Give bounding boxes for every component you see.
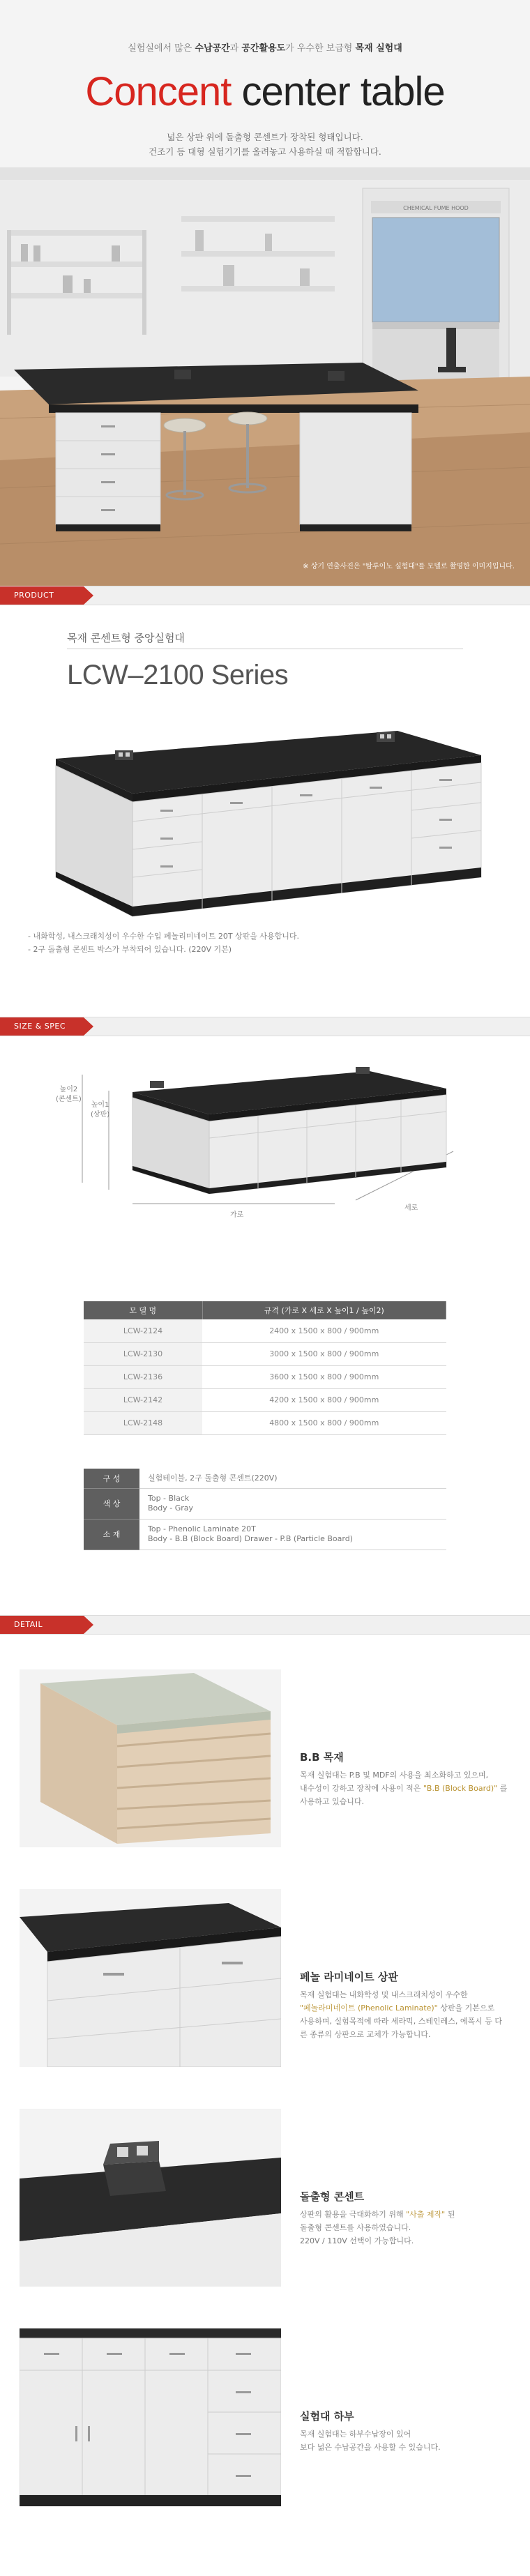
material-value: Top - Phenolic Laminate 20T Body - B.B (Block Board) Drawer - P.B (Particle Board) <box>139 1519 446 1550</box>
detail-title: B.B 목재 <box>300 1751 344 1764</box>
header-size: 규격 (가로 X 세로 X 높이1 / 높이2) <box>202 1301 446 1319</box>
material-label: 소 재 <box>84 1519 139 1550</box>
detail-item-phenolic-top <box>0 1868 530 2088</box>
detail-title: 실험대 하부 <box>300 2410 354 2423</box>
color-label: 색 상 <box>84 1488 139 1519</box>
detail-description: 목재 실험대는 내화학성 및 내스크래치성이 우수한 "페놀라미네이트 (Phenolic Laminate)" 상판을 기본으로 사용하며, 실험목적에 따라 세라믹, 스테인레스, 에폭시 등 다른 종류의 상판으로 교체가 가능합니다. <box>300 1990 502 2039</box>
model-spec-table <box>84 1301 446 1435</box>
comp-value: 실험테이블, 2구 돌출형 콘센트(220V) <box>139 1469 446 1488</box>
section-bar-spec <box>0 1017 530 1036</box>
phenolic-top-image <box>20 1889 281 2067</box>
hero-title: Concent center table <box>85 69 445 114</box>
product-name: LCW–2100 Series <box>67 660 289 690</box>
hero-copy <box>0 0 530 167</box>
spec-section <box>0 1036 530 1615</box>
dim-width-label: 가로 <box>230 1211 244 1219</box>
section-bar-detail <box>0 1615 530 1635</box>
table-row <box>84 1469 446 1488</box>
color-value: Top - Black Body - Gray <box>139 1488 446 1519</box>
dim-height2-label: 높이2 (콘센트) <box>56 1086 82 1103</box>
table-row <box>84 1488 446 1519</box>
product-section <box>0 605 530 1017</box>
lab-scene-image <box>0 167 530 586</box>
section-bar-product <box>0 586 530 605</box>
section-tab-detail: DETAIL <box>0 1616 84 1634</box>
table-row: LCW-2142 4200 x 1500 x 800 / 900mm <box>84 1388 446 1411</box>
dim-depth-label: 세로 <box>404 1204 418 1212</box>
fume-hood-label: CHEMICAL FUME HOOD <box>403 205 469 211</box>
hero-banner <box>0 0 530 586</box>
detail-description: 상판의 활용을 극대화하기 위해 "사출 제작" 된 돌출형 콘센트를 사용하였습니다. 220V / 110V 선택이 가능합니다. <box>300 2210 455 2245</box>
detail-item-bb-wood <box>0 1649 530 1868</box>
section-tab-product: PRODUCT <box>0 586 84 605</box>
product-table-image <box>49 717 488 919</box>
detail-section <box>0 1635 530 2576</box>
detail-title: 페놀 라미네이트 상판 <box>300 1971 398 1983</box>
dimension-drawing <box>42 1057 488 1238</box>
dim-height1-label: 높이1 (상판) <box>91 1101 110 1119</box>
comp-label: 구 성 <box>84 1469 139 1488</box>
outlet-image <box>20 2109 281 2287</box>
table-row: LCW-2136 3600 x 1500 x 800 / 900mm <box>84 1365 446 1388</box>
table-row <box>84 1519 446 1550</box>
hero-description: 넓은 상판 위에 돌출형 콘센트가 장착된 형태입니다. 건조기 등 대형 실험기기를 올려놓고 사용하실 때 적합합니다. <box>149 132 381 157</box>
lower-cabinet-image <box>20 2328 281 2506</box>
table-row: LCW-2124 2400 x 1500 x 800 / 900mm <box>84 1319 446 1342</box>
product-subtitle: 목재 콘센트형 중앙실험대 <box>67 632 185 644</box>
table-row: LCW-2130 3000 x 1500 x 800 / 900mm <box>84 1342 446 1365</box>
hero-photo-note: ※ 상기 연출사진은 "탐루이노 실험대"를 모델로 촬영한 이미지입니다. <box>303 563 515 570</box>
detail-description: 목재 실험대는 하부수납장이 있어 보다 넓은 수납공간을 사용할 수 있습니다. <box>300 2430 441 2452</box>
table-header-row <box>84 1301 446 1319</box>
hero-subtitle: 실험실에서 많은 수납공간과 공간활용도가 우수한 보급형 목재 실험대 <box>128 43 402 54</box>
bb-wood-image <box>20 1669 281 1847</box>
table-row: LCW-2148 4800 x 1500 x 800 / 900mm <box>84 1411 446 1434</box>
product-features: - 내화학성, 내스크래치성이 우수한 수입 페놀리미네이트 20T 상판을 사용합니다. - 2구 돌출형 콘센트 박스가 부착되어 있습니다. (220V 기본) <box>28 932 300 954</box>
header-model: 모 델 명 <box>84 1301 202 1319</box>
detail-title: 돌출형 콘센트 <box>300 2190 365 2203</box>
detail-item-lower-cabinet <box>0 2308 530 2527</box>
detail-description: 목재 실험대는 P.B 및 MDF의 사용을 최소화하고 있으며, 내수성이 강하고 장착에 사용이 적은 "B.B (Block Board)" 를 사용하고 있습니다. <box>300 1771 508 1806</box>
detail-item-outlet <box>0 2088 530 2308</box>
section-tab-spec: SIZE & SPEC <box>0 1017 84 1036</box>
composition-table <box>84 1469 446 1550</box>
